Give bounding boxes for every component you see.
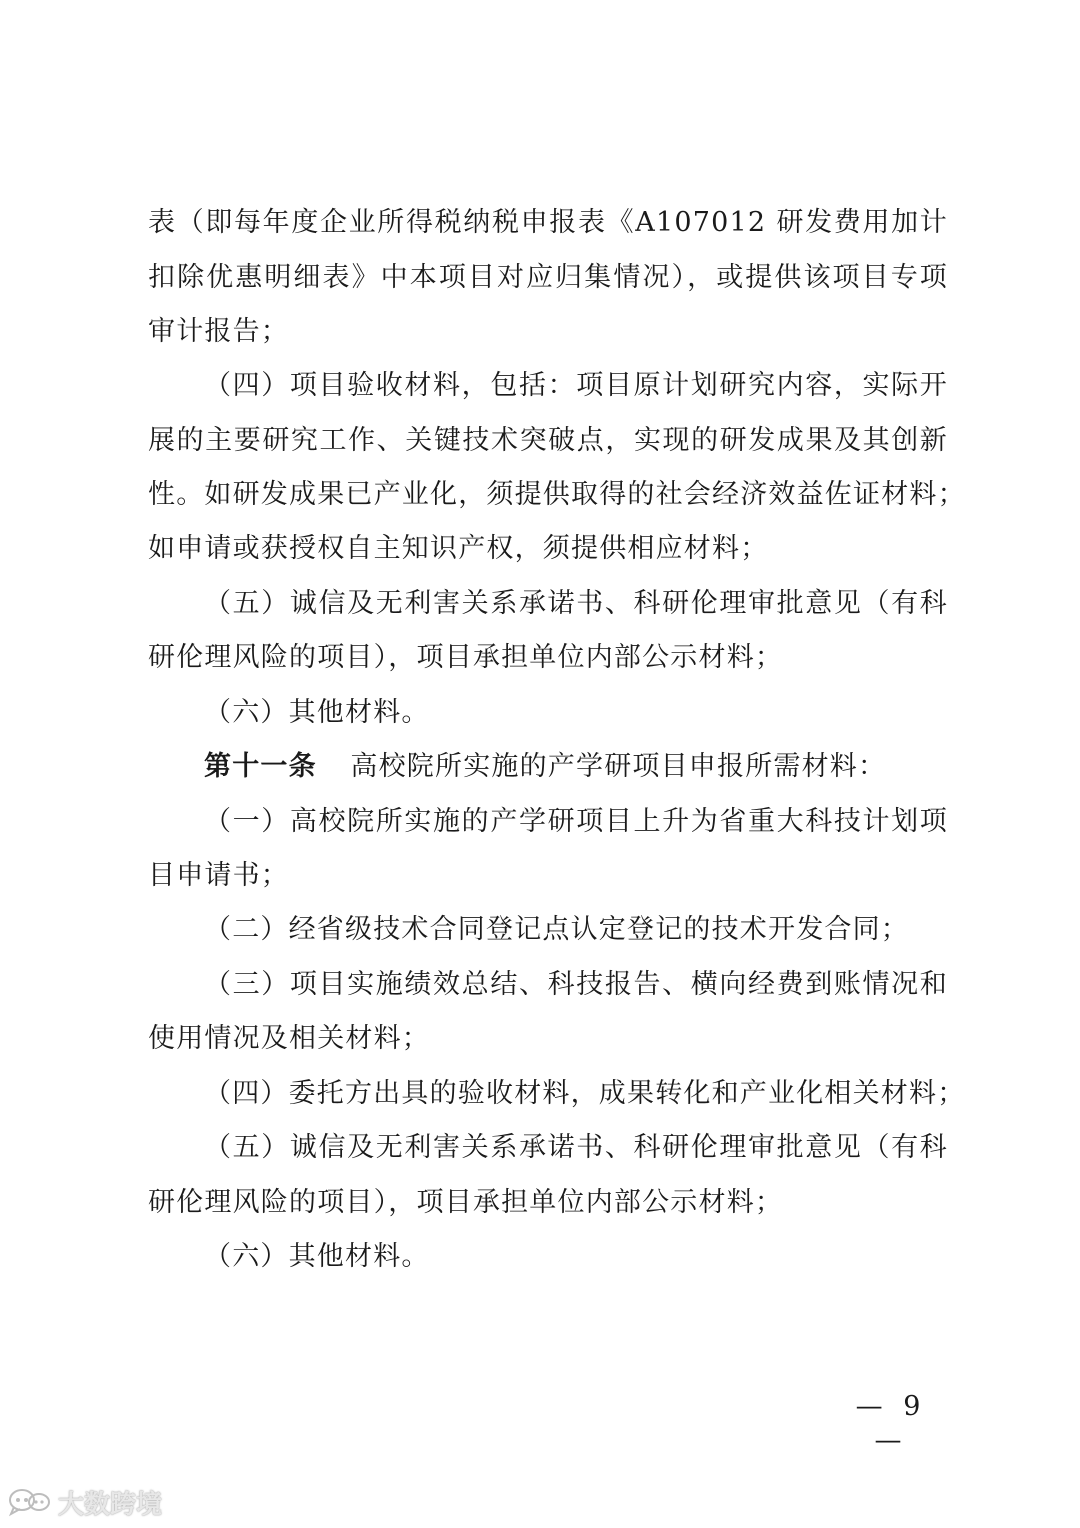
paragraph-line: 性。如研发成果已产业化，须提供取得的社会经济效益佐证材料；	[148, 479, 966, 510]
paragraph-line: （四）项目验收材料，包括：项目原计划研究内容，实际开	[204, 370, 948, 401]
article-number: 第十一条	[204, 751, 317, 782]
paragraph-line: 表（即每年度企业所得税纳税申报表《A107012 研发费用加计	[148, 207, 948, 238]
paragraph-line: （二）经省级技术合同登记点认定登记的技术开发合同；	[204, 914, 909, 945]
paragraph-line: （三）项目实施绩效总结、科技报告、横向经费到账情况和	[204, 969, 948, 1000]
article-heading-line	[204, 750, 948, 784]
paragraph-line: 如申请或获授权自主知识产权，须提供相应材料；	[148, 533, 769, 564]
paragraph-line: （五）诚信及无利害关系承诺书、科研伦理审批意见（有科	[204, 588, 948, 619]
chat-bubbles-icon	[8, 1487, 52, 1517]
paragraph-line: （一）高校院所实施的产学研项目上升为省重大科技计划项	[204, 806, 948, 837]
paragraph-line: 展的主要研究工作、关键技术突破点，实现的研发成果及其创新	[148, 425, 948, 456]
article-text: 高校院所实施的产学研项目申报所需材料：	[350, 751, 887, 782]
paragraph-line: 审计报告；	[148, 316, 289, 347]
paragraph-line: （四）委托方出具的验收材料，成果转化和产业化相关材料；	[204, 1078, 966, 1109]
watermark-text: 大数跨境	[58, 1489, 163, 1520]
paragraph-line: （六）其他材料。	[204, 697, 430, 728]
page-number: — 9 —	[855, 1391, 927, 1456]
paragraph-line: 扣除优惠明细表》中本项目对应归集情况），或提供该项目专项	[148, 262, 948, 293]
paragraph-line: 研伦理风险的项目），项目承担单位内部公示材料；	[148, 1187, 784, 1218]
paragraph-line: 使用情况及相关材料；	[148, 1023, 430, 1054]
paragraph-line: （五）诚信及无利害关系承诺书、科研伦理审批意见（有科	[204, 1132, 948, 1163]
paragraph-line: 目申请书；	[148, 860, 289, 891]
paragraph-line: 研伦理风险的项目），项目承担单位内部公示材料；	[148, 642, 784, 673]
watermark	[8, 1484, 162, 1520]
paragraph-line: （六）其他材料。	[204, 1241, 430, 1272]
